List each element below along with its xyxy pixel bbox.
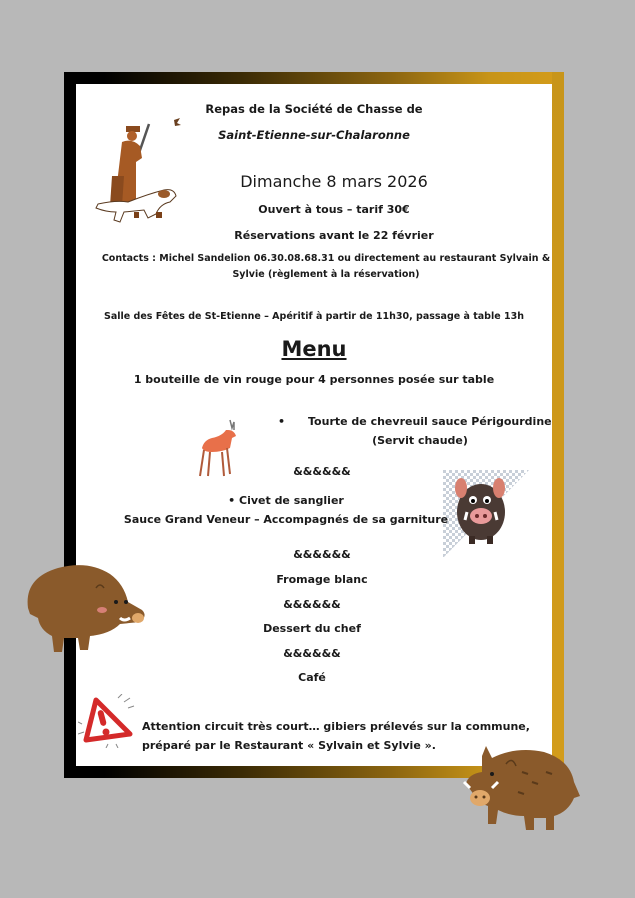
menu-item-civet: • Civet de sanglier — [228, 494, 344, 507]
venue-info: Salle des Fêtes de St-Etienne – Apéritif à partir de 11h30, passage à table 13h — [104, 311, 524, 322]
event-date: Dimanche 8 mars 2026 — [240, 172, 428, 191]
wine-note: 1 bouteille de vin rouge pour 4 personnes posée sur table — [133, 373, 495, 386]
menu-item-coffee: Café — [298, 671, 326, 684]
separator: &&&&&& — [283, 598, 341, 611]
menu-item-tourte-note: (Servit chaude) — [372, 434, 468, 447]
menu-heading: Menu — [281, 337, 347, 361]
menu-item-dessert: Dessert du chef — [263, 622, 361, 635]
separator: &&&&&& — [293, 548, 351, 561]
warning-text: Attention circuit très court… gibiers prélevés sur la commune, préparé par le Restaurant « Sylvain et Sylvie ». — [142, 720, 530, 752]
event-price: Ouvert à tous – tarif 30€ — [258, 203, 410, 216]
event-location: Saint-Etienne-sur-Chalaronne — [218, 128, 410, 142]
menu-item-civet-note: Sauce Grand Veneur – Accompagnés de sa garniture — [123, 513, 449, 526]
roe-deer-illustration — [194, 418, 244, 480]
separator: &&&&&& — [293, 465, 351, 478]
contact-info: Contacts : Michel Sandelion 06.30.08.68.31 ou directement au restaurant Sylvain & Sylvie (règlement à la réservation) — [101, 253, 551, 280]
boar-right-illustration — [462, 742, 582, 836]
boar-left-illustration — [16, 552, 146, 652]
frame-left-edge — [64, 72, 76, 778]
menu-item-tourte: • Tourte de chevreuil sauce Périgourdine — [278, 415, 552, 428]
separator: &&&&&& — [283, 647, 341, 660]
reservation-deadline: Réservations avant le 22 février — [234, 229, 434, 242]
menu-item-cheese: Fromage blanc — [276, 573, 368, 586]
warning-triangle-icon — [78, 694, 138, 748]
event-title: Repas de la Société de Chasse de — [205, 102, 423, 116]
